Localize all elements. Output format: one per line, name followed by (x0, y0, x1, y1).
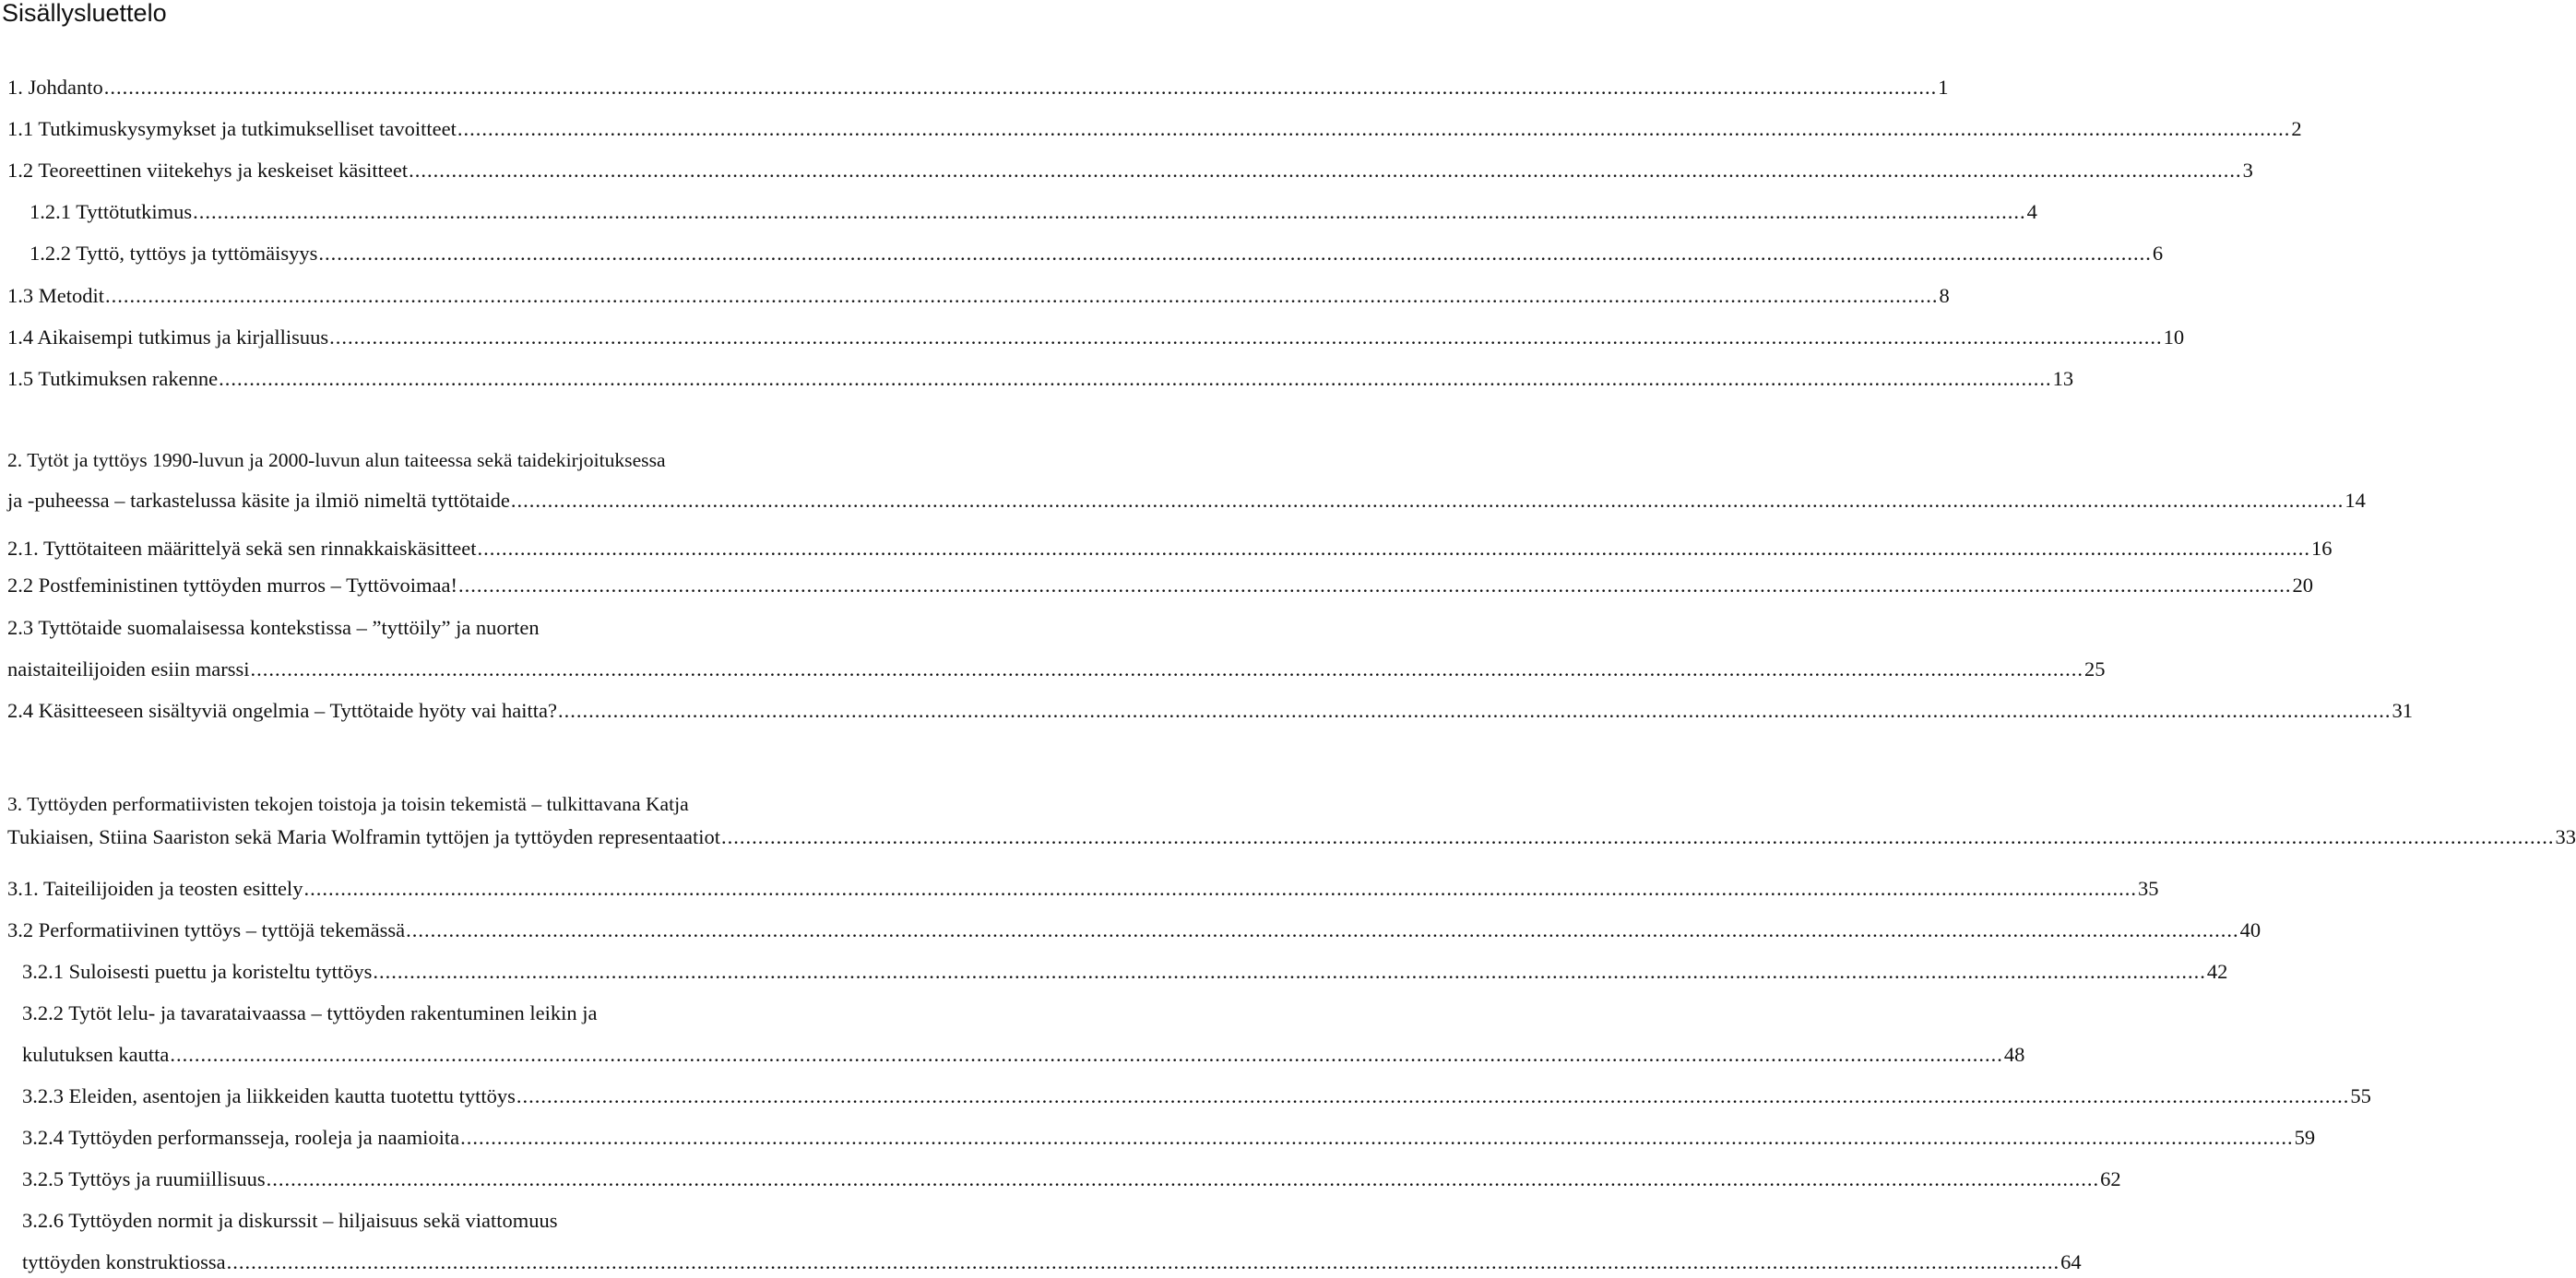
toc-entry-text: 1.1 Tutkimuskysymykset ja tutkimukselliset tavoitteet (7, 117, 457, 140)
toc-entry[interactable] (30, 240, 2164, 267)
dot-leader: ............................................................................................................................................................................................................................................................................................................ (105, 284, 1939, 307)
dot-leader: ............................................................................................................................................................................................................................................................................................................ (457, 117, 2291, 140)
dot-leader: ............................................................................................................................................................................................................................................................................................................ (303, 877, 2137, 900)
toc-entry-text: 1.2.1 Tyttötutkimus (30, 200, 193, 223)
toc-entry-page: 59 (2294, 1126, 2316, 1149)
toc-entry[interactable] (7, 656, 2106, 683)
toc-entry[interactable] (22, 958, 2228, 986)
toc-entry[interactable] (7, 875, 2159, 903)
dot-leader: ............................................................................................................................................................................................................................................................................................................ (373, 960, 2206, 983)
dot-leader: ............................................................................................................................................................................................................................................................................................................ (516, 1084, 2350, 1107)
toc-entry-text: ja -puheessa – tarkastelussa käsite ja ilmiö nimeltä tyttötaide (7, 489, 510, 512)
toc-entry-page: 13 (2052, 367, 2074, 390)
toc-entry-text: kulutuksen kautta (22, 1043, 170, 1066)
toc-entry-page: 10 (2163, 325, 2185, 349)
toc-entry-text: 1.2 Teoreettinen viitekehys ja keskeiset käsitteet (7, 159, 409, 182)
dot-leader: ............................................................................................................................................................................................................................................................................................................ (457, 574, 2292, 597)
toc-entry[interactable] (7, 823, 2576, 851)
toc-entry-text: 3.1. Taiteilijoiden ja teosten esittely (7, 877, 303, 900)
toc-entry-text: 1.4 Aikaisempi tutkimus ja kirjallisuus (7, 325, 329, 349)
toc-entry-text[interactable]: 3.2.2 Tytöt lelu- ja tavarataivaassa – tyttöyden rakentuminen leikin ja (22, 1001, 598, 1024)
toc-entry-text: 3.2.3 Eleiden, asentojen ja liikkeiden kautta tuotettu tyttöys (22, 1084, 516, 1107)
toc-entry-text: 1. Johdanto (7, 76, 103, 99)
toc-entry-text[interactable]: 2.3 Tyttötaide suomalaisessa kontekstissa – ”tyttöily” ja nuorten (7, 616, 540, 639)
dot-leader: ............................................................................................................................................................................................................................................................................................................ (510, 489, 2345, 512)
toc-entry-page: 42 (2206, 960, 2228, 983)
toc-entry[interactable] (7, 572, 2313, 599)
toc-entry-page: 1 (1938, 76, 1949, 99)
toc-entry-page: 16 (2310, 537, 2333, 560)
toc-entry-text: Tukiaisen, Stiina Saariston sekä Maria Wolframin tyttöjen ja tyttöyden representaatiot (7, 825, 721, 848)
toc-entry-text: 3.2.1 Suloisesti puettu ja koristeltu tyttöys (22, 960, 373, 983)
dot-leader: ............................................................................................................................................................................................................................................................................................................ (103, 76, 1938, 99)
toc-entry[interactable] (7, 365, 2074, 393)
toc-entry-text: 1.2.2 Tyttö, tyttöys ja tyttömäisyys (30, 242, 318, 265)
toc-entry-page: 6 (2152, 242, 2164, 265)
toc-entry-page: 48 (2003, 1043, 2025, 1066)
toc-entry-page: 55 (2350, 1084, 2371, 1107)
toc-entry[interactable] (30, 198, 2037, 226)
toc-entry[interactable] (7, 697, 2413, 725)
toc-entry[interactable] (7, 157, 2253, 184)
page-title: Sisällysluettelo (2, 0, 167, 27)
toc-entry[interactable] (7, 487, 2366, 515)
toc-entry[interactable] (7, 115, 2302, 143)
toc-entry-page: 40 (2239, 918, 2261, 941)
toc-entry-text: 3.2.5 Tyttöys ja ruumiillisuus (22, 1167, 266, 1190)
toc-entry-page: 64 (2060, 1250, 2082, 1273)
dot-leader: ............................................................................................................................................................................................................................................................................................................ (226, 1250, 2060, 1273)
toc-entry-text: tyttöyden konstruktiossa (22, 1250, 226, 1273)
toc-entry[interactable] (22, 1083, 2371, 1110)
toc-entry[interactable] (22, 1124, 2316, 1152)
toc-entry[interactable] (22, 1248, 2082, 1276)
toc-entry[interactable] (22, 1166, 2121, 1193)
toc-entry-text: 1.5 Tutkimuksen rakenne (7, 367, 219, 390)
dot-leader: ............................................................................................................................................................................................................................................................................................................ (250, 657, 2083, 680)
toc-entry-page: 8 (1939, 284, 1950, 307)
toc-entry-page: 14 (2345, 489, 2366, 512)
toc-entry-page: 2 (2291, 117, 2302, 140)
toc-entry-page: 35 (2137, 877, 2159, 900)
dot-leader: ............................................................................................................................................................................................................................................................................................................ (170, 1043, 2003, 1066)
toc-entry[interactable] (7, 917, 2261, 944)
dot-leader: ............................................................................................................................................................................................................................................................................................................ (558, 699, 2392, 722)
toc-entry-text: 3.2 Performatiivinen tyttöys – tyttöjä tekemässä (7, 918, 406, 941)
toc-entry-page: 25 (2083, 657, 2106, 680)
dot-leader: ............................................................................................................................................................................................................................................................................................................ (193, 200, 2026, 223)
dot-leader: ............................................................................................................................................................................................................................................................................................................ (318, 242, 2152, 265)
dot-leader: ............................................................................................................................................................................................................................................................................................................ (329, 325, 2163, 349)
dot-leader: ............................................................................................................................................................................................................................................................................................................ (406, 918, 2239, 941)
toc-entry-text[interactable]: 3. Tyttöyden performatiivisten tekojen toistoja ja toisin tekemistä – tulkittavana Katja (7, 793, 689, 815)
dot-leader: ............................................................................................................................................................................................................................................................................................................ (721, 825, 2555, 848)
toc-entry[interactable] (22, 1041, 2025, 1069)
toc-entry-text[interactable]: 3.2.6 Tyttöyden normit ja diskurssit – hiljaisuus sekä viattomuus (22, 1209, 558, 1232)
toc-entry-text: 2.2 Postfeministinen tyttöyden murros – Tyttövoimaa! (7, 574, 457, 597)
toc-entry-text: 2.4 Käsitteeseen sisältyviä ongelmia – Tyttötaide hyöty vai haitta? (7, 699, 557, 722)
dot-leader: ............................................................................................................................................................................................................................................................................................................ (477, 537, 2310, 560)
toc-entry-page: 3 (2242, 159, 2253, 182)
toc-entry[interactable] (7, 74, 1949, 101)
toc-entry-page: 33 (2555, 825, 2576, 848)
toc-entry-text: naistaiteilijoiden esiin marssi (7, 657, 250, 680)
dot-leader: ............................................................................................................................................................................................................................................................................................................ (409, 159, 2242, 182)
dot-leader: ............................................................................................................................................................................................................................................................................................................ (219, 367, 2052, 390)
toc-entry-page: 4 (2026, 200, 2037, 223)
toc-entry-text[interactable]: 2. Tytöt ja tyttöys 1990-luvun ja 2000-luvun alun taiteessa sekä taidekirjoituksessa (7, 449, 666, 471)
toc-entry-text: 2.1. Tyttötaiteen määrittelyä sekä sen rinnakkaiskäsitteet (7, 537, 477, 560)
dot-leader: ............................................................................................................................................................................................................................................................................................................ (266, 1167, 2100, 1190)
toc-entry-page: 31 (2392, 699, 2413, 722)
toc-entry-text: 3.2.4 Tyttöyden performansseja, rooleja ja naamioita (22, 1126, 460, 1149)
dot-leader: ............................................................................................................................................................................................................................................................................................................ (460, 1126, 2294, 1149)
toc-entry-page: 20 (2292, 574, 2313, 597)
toc-entry[interactable] (7, 282, 1950, 310)
toc-entry-text: 1.3 Metodit (7, 284, 104, 307)
toc-entry[interactable] (7, 324, 2185, 351)
toc-entry[interactable] (7, 535, 2333, 562)
toc-entry-page: 62 (2100, 1167, 2121, 1190)
